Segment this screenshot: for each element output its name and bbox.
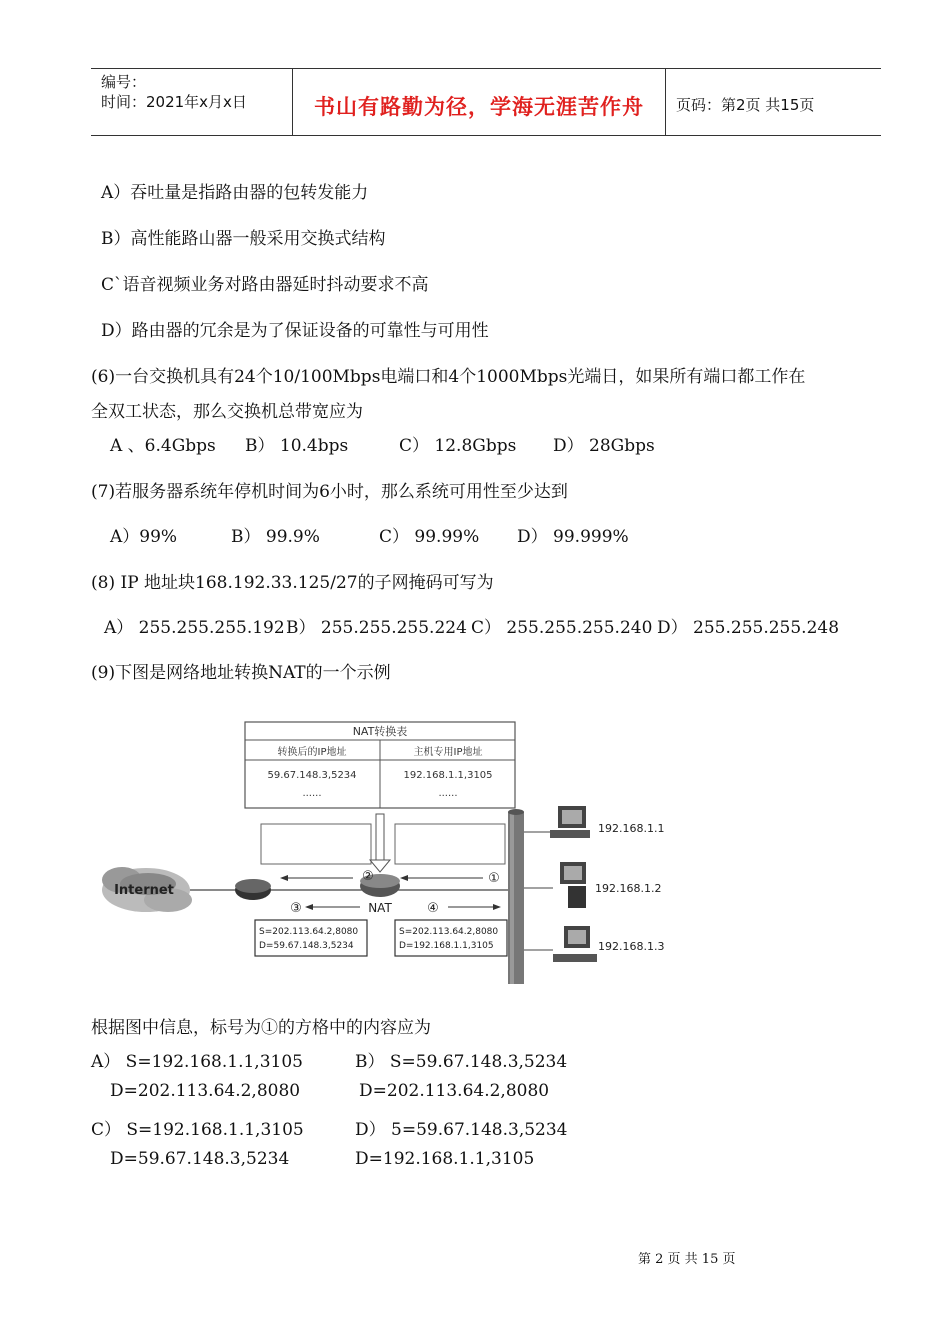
label-3: ③ xyxy=(290,901,302,916)
packet-box-1 xyxy=(395,824,505,864)
label-1: ① xyxy=(488,871,500,886)
box3-line2: D=59.67.148.3,5234 xyxy=(259,941,354,951)
packet-box-left xyxy=(261,824,371,864)
page-label: 页码：第2页 共15页 xyxy=(676,96,815,114)
q7-option-a: A）99% xyxy=(110,527,178,547)
nat-table-col1-header: 转换后的IP地址 xyxy=(277,747,347,758)
q9-option-d-line2: D=192.168.1.1,3105 xyxy=(355,1149,535,1169)
internet-cloud-icon xyxy=(102,867,192,912)
label-4: ④ xyxy=(427,901,439,916)
q8-option-a: A） 255.255.255.192 xyxy=(104,618,285,638)
q9-option-a-line2: D=202.113.64.2,8080 xyxy=(110,1081,301,1101)
host1-computer-icon xyxy=(550,806,590,838)
host1-label: 192.168.1.1 xyxy=(598,822,665,835)
time-label: 时间：2021年x月x日 xyxy=(101,93,247,111)
nat-table-col2-dots: ...... xyxy=(438,788,458,799)
q6-stem-line2: 全双工状态，那么交换机总带宽应为 xyxy=(91,402,363,422)
internet-label: Internet xyxy=(114,883,174,898)
nat-table-col1-dots: ...... xyxy=(302,788,322,799)
q6-stem-line1: (6)一台交换机具有24个10/100Mbps电端口和4个1000Mbps光端日，如果所有端口都工作在 xyxy=(91,367,806,387)
q5-option-b: B）高性能路山器一般采用交换式结构 xyxy=(101,229,386,249)
q8-option-b: B） 255.255.255.224 xyxy=(286,618,467,638)
page-footer: 第 2 页 共 15 页 xyxy=(638,1252,736,1267)
q9-option-d-line1: D） 5=59.67.148.3,5234 xyxy=(355,1120,568,1140)
q9-stem: (9)下图是网络地址转换NAT的一个示例 xyxy=(91,663,391,683)
q8-option-d: D） 255.255.255.248 xyxy=(657,618,840,638)
host3-computer-icon xyxy=(553,926,597,962)
q9-option-c-line2: D=59.67.148.3,5234 xyxy=(110,1149,290,1169)
q6-option-d: D） 28Gbps xyxy=(553,436,655,456)
box4-line1: S=202.113.64.2,8080 xyxy=(399,927,499,937)
nat-label: NAT xyxy=(368,901,392,915)
q8-stem: (8) IP 地址块168.192.33.125/27的子网掩码可写为 xyxy=(91,573,494,593)
q5-option-d: D）路由器的冗余是为了保证设备的可靠性与可用性 xyxy=(101,321,489,341)
q9-question: 根据图中信息，标号为①的方格中的内容应为 xyxy=(91,1018,431,1038)
edge-router-icon xyxy=(235,879,271,900)
q6-option-b: B） 10.4bps xyxy=(245,436,349,456)
box4-line2: D=192.168.1.1,3105 xyxy=(399,941,494,951)
nat-table-col2-header: 主机专用IP地址 xyxy=(413,747,483,758)
q9-option-c-line1: C） S=192.168.1.1,3105 xyxy=(91,1120,304,1140)
nat-diagram xyxy=(98,714,670,986)
host2-label: 192.168.1.2 xyxy=(595,882,662,895)
q6-option-c: C） 12.8Gbps xyxy=(399,436,517,456)
header-divider-1 xyxy=(292,68,293,136)
host3-label: 192.168.1.3 xyxy=(598,940,665,953)
q7-option-d: D） 99.999% xyxy=(517,527,629,547)
nat-table-col2-value: 192.168.1.1,3105 xyxy=(403,770,493,781)
q7-option-b: B） 99.9% xyxy=(231,527,320,547)
q8-option-c: C） 255.255.255.240 xyxy=(471,618,653,638)
q9-option-b-line2: D=202.113.64.2,8080 xyxy=(359,1081,550,1101)
header-divider-2 xyxy=(665,68,666,136)
header-bottom-rule xyxy=(91,135,881,136)
q9-option-b-line1: B） S=59.67.148.3,5234 xyxy=(355,1052,568,1072)
q6-option-a: A 、6.4Gbps xyxy=(110,436,216,456)
nat-table-title: NAT转换表 xyxy=(352,725,408,738)
header-motto: 书山有路勤为径，学海无涯苦作舟 xyxy=(314,95,644,119)
host2-computer-icon xyxy=(560,862,586,908)
label-2: ② xyxy=(362,869,374,884)
header-top-rule xyxy=(91,68,881,69)
q5-option-c: C`语音视频业务对路由器延时抖动要求不高 xyxy=(101,275,429,295)
q7-stem: (7)若服务器系统年停机时间为6小时，那么系统可用性至少达到 xyxy=(91,482,568,502)
q9-option-a-line1: A） S=192.168.1.1,3105 xyxy=(91,1052,303,1072)
lan-backbone xyxy=(508,809,524,984)
q7-option-c: C） 99.99% xyxy=(379,527,480,547)
box3-line1: S=202.113.64.2,8080 xyxy=(259,927,359,937)
serial-label: 编号： xyxy=(101,73,147,91)
q5-option-a: A）吞吐量是指路由器的包转发能力 xyxy=(101,183,369,203)
nat-table-col1-value: 59.67.148.3,5234 xyxy=(267,770,357,781)
